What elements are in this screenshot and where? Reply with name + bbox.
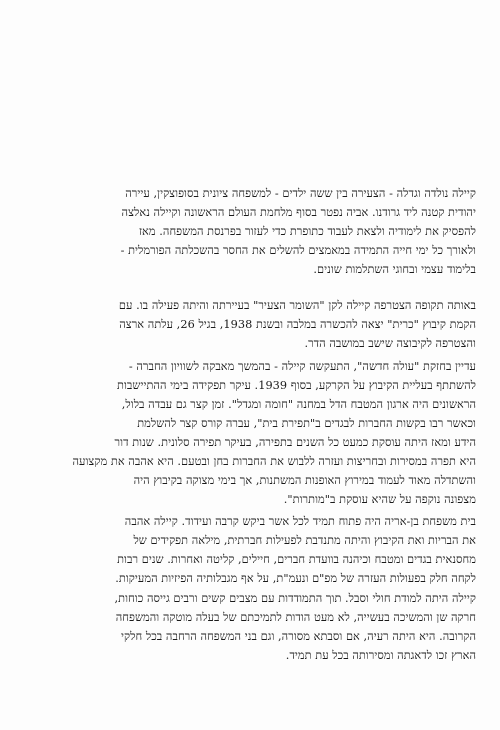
text-line: יהודית קטנה ליד גרודנו. אביה נפטר בסוף מלחמת העולם הראשונה וקיילה נאלצה: [121, 206, 476, 219]
paragraph-immigration: [24, 296, 476, 353]
text-line: בית משפחת בן-אריה היה פתוח תמיד לכל אשר ביקש קרבה ועידוד. קיילה אהבה: [124, 515, 476, 528]
text-line: חרקה שן והמשיכה בעשייה, לא מעט הודות לתמיכתם של בעלה מוטקה והמשפחה: [115, 611, 476, 624]
text-line: והצטרפה לקיבוצה שישב במושבה הדר.: [304, 337, 476, 350]
text-line: להשתתף בעליית הקיבוץ על הקרקע, בסוף 1939. עיקר תפקידה בימי ההתיישבות: [117, 379, 476, 392]
text-line: עדיין בחזקת "עולה חדשה", התעקשה קיילה - בהמשך מאבקה לשוויון החברה -: [128, 360, 476, 373]
text-line: הקרובה. היא היתה רעיה, אם וסבתא מסורה, וגם בני המשפחה הרחבה בכל חלקי: [121, 630, 476, 643]
text-line: קיילה היתה למודת חולי וסבל. תוך התמודדות עם מצבים קשים ורבים גייסה כוחות,: [114, 592, 476, 605]
text-line: הידע ומאז היתה עוסקת כמעט כל השנים בתפירה, בעיקר תפירה סלונית. שנות דור: [114, 436, 476, 449]
text-line: קיילה נולדה וגדלה - הצעירה בין ששה ילדים - למשפחה ציונית בסופוצקין, עיירה: [125, 187, 476, 200]
text-line: והשתדלה מאוד לעמוד במירוץ האופנות המשתנות, אך בימי מצוקה בקיבוץ היה: [133, 474, 476, 487]
paragraph-family-home: [24, 512, 476, 588]
text-line: לקחה חלק בפעולות העזרה של מפ"ם ונעמ"ת, על אף מגבלותיה הפיזיות המעיקות.: [115, 572, 476, 585]
text-line: את הבריות ואת הקיבוץ והיתה מתנדבת לפעילות חברתית, מילאה תפקידים של: [133, 534, 476, 547]
text-line: היא תפרה במסירות ובחריצות ועזרה ללבוש את החברות בחן ובטעם. היא אהבה את מקצועה: [72, 455, 476, 468]
text-line: להפסיק את לימודיה ולצאת לעבוד כתופרת כדי לעזור בפרנסת המשפחה. מאז: [138, 225, 476, 238]
text-line: הארץ זכו לדאגתה ומסירותה בכל עת תמיד.: [285, 649, 476, 662]
text-line: בלימוד עצמי ובחוגי השתלמות שונים.: [313, 263, 476, 276]
text-line: וכאשר רבו בקשות החברות לבגדים ב"תפירת בית", עברה קורס קצר להשלמת: [137, 417, 476, 430]
text-line: באותה תקופה הצטרפה קיילה לקן "השומר הצעיר" בעיירתה והיתה פעילה בו. עם: [118, 299, 476, 312]
paragraph-illness: [24, 589, 476, 665]
text-line: ולאורך כל ימי חייה התמידה במאמצים להשלים את החסר בהשכלתה הפורמלית -: [120, 244, 476, 257]
paragraph-childhood: [24, 184, 476, 279]
text-line: מצפונה נוקפה על שהיא עוסקת ב"מותרות".: [283, 493, 476, 506]
text-line: הקמת קיבוץ "כרית" יצאה להכשרה במלבה ובשנת 1938, בגיל 26, עלתה ארצה: [119, 318, 476, 331]
text-line: הראשונים היה ארגון המטבח הדל במחנה "חומה ומגדל". זמן קצר גם עבדה בלול,: [121, 398, 476, 411]
text-line: מחסנאית בגדים ומטבח וכיהנה בוועדת חברים, חיילים, קליטה ואחרות. שנים רבות: [117, 553, 476, 566]
paragraph-settlement: [24, 357, 476, 509]
